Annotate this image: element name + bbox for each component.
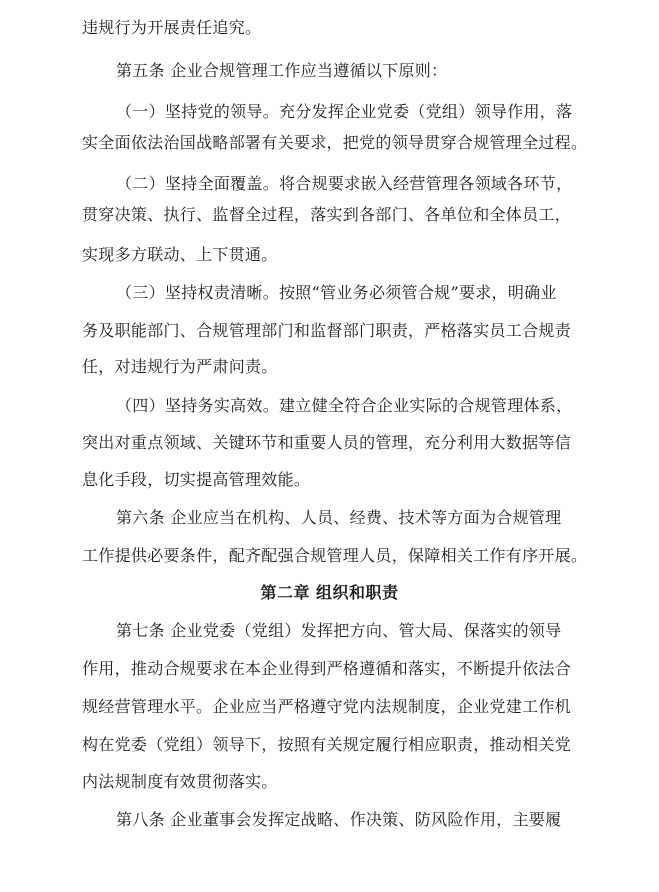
article-7-line-4: 构在党委（党组）领导下，按照有关规定履行相应职责，推动相关党 [82, 735, 572, 754]
principle-2-line-2: 贯穿决策、执行、监督全过程，落实到各部门、各单位和全体员工， [82, 205, 572, 224]
principle-2-line-1: （二）坚持全面覆盖。将合规要求嵌入经营管理各领域各环节， [116, 174, 573, 193]
principle-1-line-1: （一）坚持党的领导。充分发挥企业党委（党组）领导作用，落 [116, 102, 573, 121]
article-7-line-1: 第七条 企业党委（党组）发挥把方向、管大局、保落实的领导 [116, 621, 562, 640]
principle-3-line-3: 任，对违规行为严肃问责。 [82, 357, 278, 376]
principle-4-line-3: 息化手段，切实提高管理效能。 [82, 470, 311, 489]
text-line: 违规行为开展责任追究。 [82, 18, 262, 37]
article-7-line-3: 规经营管理水平。企业应当严格遵守党内法规制度，企业党建工作机 [82, 697, 572, 716]
article-6-line-2: 工作提供必要条件，配齐配强合规管理人员，保障相关工作有序开展。 [82, 546, 588, 565]
principle-3-line-1: （三）坚持权责清晰。按照“管业务必须管合规”要求，明确业 [116, 283, 557, 302]
article-6-line-1: 第六条 企业应当在机构、人员、经费、技术等方面为合规管理 [116, 508, 562, 527]
article-7-line-2: 作用，推动合规要求在本企业得到严格遵循和落实，不断提升依法合 [82, 659, 572, 678]
article-7-line-5: 内法规制度有效贯彻落实。 [82, 772, 278, 791]
principle-2-line-3: 实现多方联动、上下贯通。 [82, 245, 278, 264]
principle-4-line-1: （四）坚持务实高效。建立健全符合企业实际的合规管理体系， [116, 396, 573, 415]
principle-4-line-2: 突出对重点领域、关键环节和重要人员的管理，充分利用大数据等信 [82, 433, 572, 452]
chapter-2-heading: 第二章 组织和职责 [260, 583, 399, 602]
article-8-line-1: 第八条 企业董事会发挥定战略、作决策、防风险作用，主要履 [116, 810, 562, 829]
article-5-title: 第五条 企业合规管理工作应当遵循以下原则： [116, 61, 448, 80]
principle-1-line-2: 实全面依法治国战略部署有关要求，把党的领导贯穿合规管理全过程。 [82, 133, 588, 152]
principle-3-line-2: 务及职能部门、合规管理部门和监督部门职责，严格落实员工合规责 [82, 321, 572, 340]
